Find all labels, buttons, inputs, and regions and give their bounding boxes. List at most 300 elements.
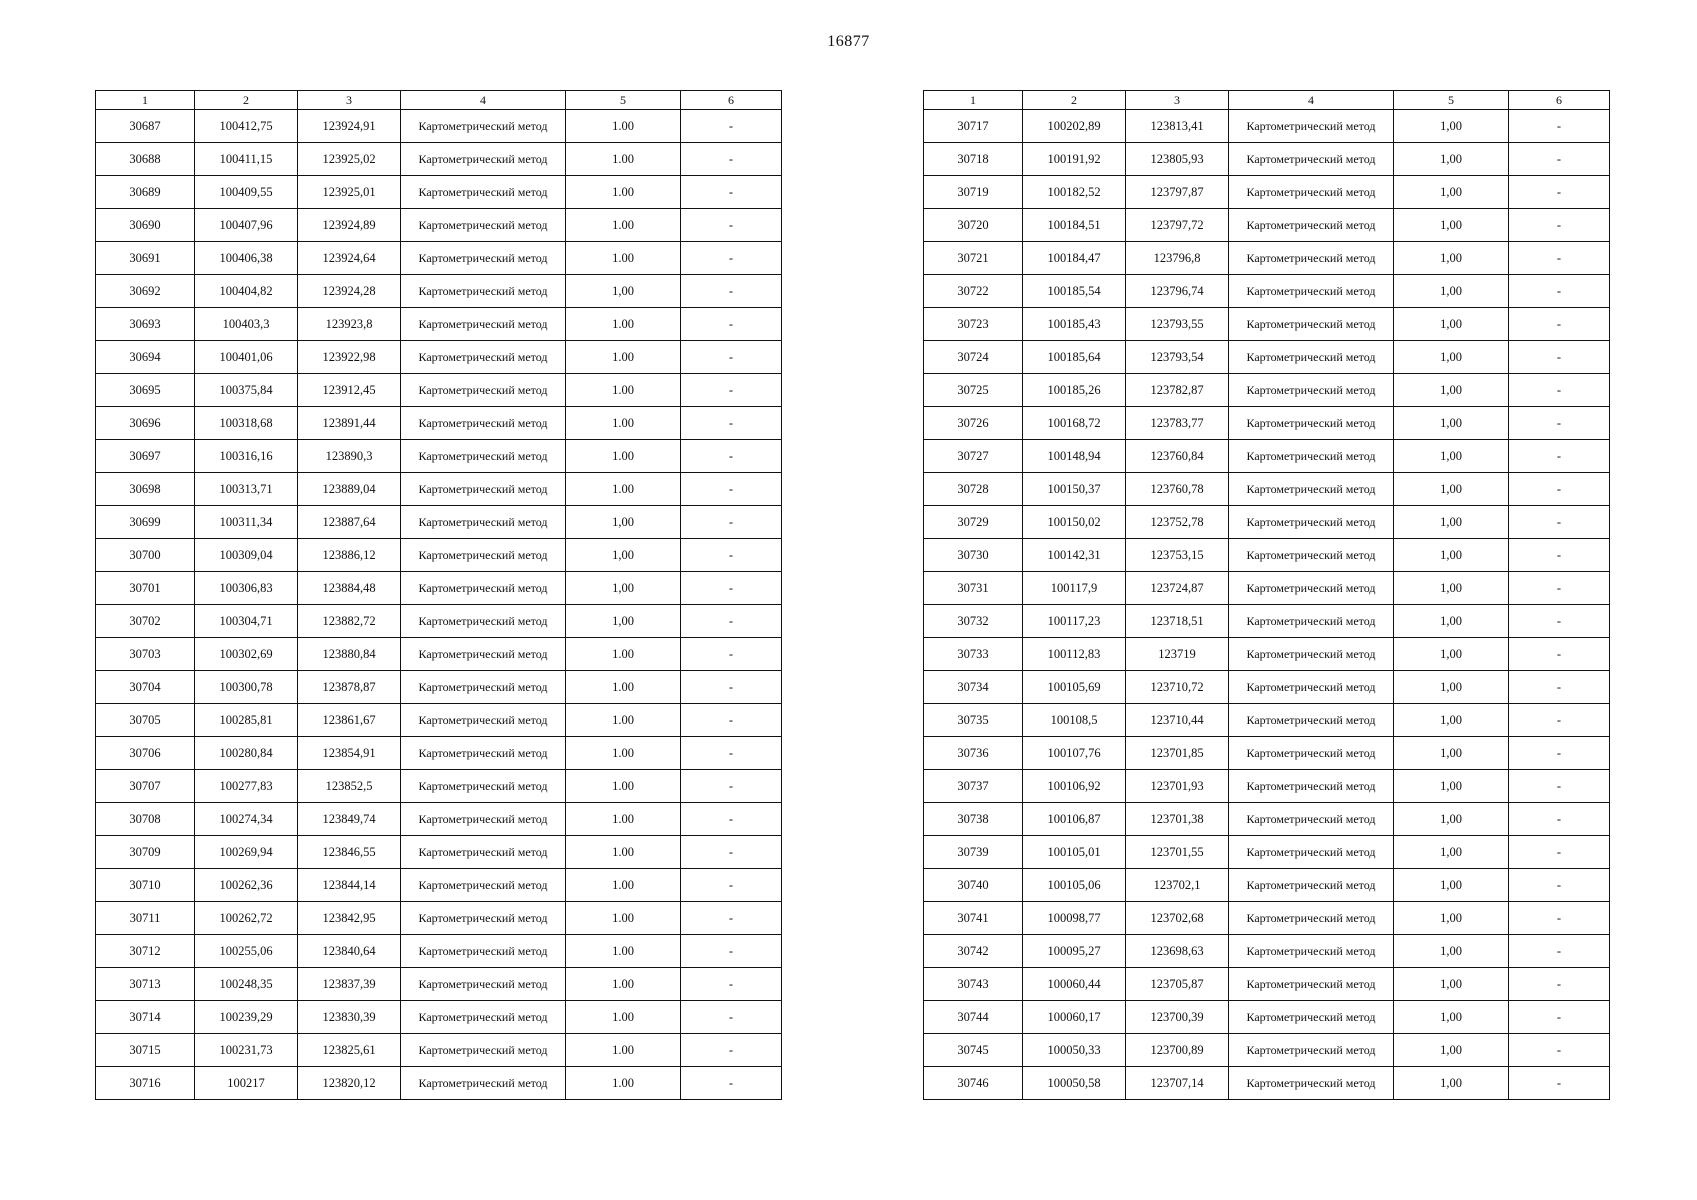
point-number-cell: 30746: [924, 1067, 1023, 1100]
y-coordinate-cell: 123842,95: [298, 902, 401, 935]
note-cell: -: [681, 341, 782, 374]
y-coordinate-cell: 123753,15: [1126, 539, 1229, 572]
point-number-cell: 30726: [924, 407, 1023, 440]
y-coordinate-cell: 123793,54: [1126, 341, 1229, 374]
point-number-cell: 30714: [96, 1001, 195, 1034]
accuracy-cell: 1,00: [1394, 275, 1509, 308]
y-coordinate-cell: 123813,41: [1126, 110, 1229, 143]
table-header-row: [96, 91, 782, 110]
note-cell: -: [1509, 935, 1610, 968]
note-cell: -: [1509, 572, 1610, 605]
accuracy-cell: 1.00: [566, 836, 681, 869]
method-cell: Картометрический метод: [401, 143, 566, 176]
point-number-cell: 30730: [924, 539, 1023, 572]
table-row: [96, 803, 782, 836]
point-number-cell: 30700: [96, 539, 195, 572]
accuracy-cell: 1,00: [1394, 506, 1509, 539]
x-coordinate-cell: 100309,04: [195, 539, 298, 572]
point-number-cell: 30731: [924, 572, 1023, 605]
note-cell: -: [681, 935, 782, 968]
x-coordinate-cell: 100191,92: [1023, 143, 1126, 176]
accuracy-cell: 1.00: [566, 341, 681, 374]
method-cell: Картометрический метод: [401, 374, 566, 407]
y-coordinate-cell: 123700,39: [1126, 1001, 1229, 1034]
column-header-5: 5: [566, 91, 681, 110]
note-cell: -: [1509, 704, 1610, 737]
accuracy-cell: 1,00: [1394, 1067, 1509, 1100]
note-cell: -: [681, 968, 782, 1001]
table-row: [96, 341, 782, 374]
point-number-cell: 30715: [96, 1034, 195, 1067]
y-coordinate-cell: 123852,5: [298, 770, 401, 803]
method-cell: Картометрический метод: [401, 737, 566, 770]
column-header-4: 4: [401, 91, 566, 110]
method-cell: Картометрический метод: [401, 770, 566, 803]
point-number-cell: 30732: [924, 605, 1023, 638]
table-row: [924, 968, 1610, 1001]
y-coordinate-cell: 123793,55: [1126, 308, 1229, 341]
point-number-cell: 30743: [924, 968, 1023, 1001]
accuracy-cell: 1.00: [566, 374, 681, 407]
accuracy-cell: 1,00: [1394, 308, 1509, 341]
note-cell: -: [681, 737, 782, 770]
table-row: [924, 374, 1610, 407]
y-coordinate-cell: 123705,87: [1126, 968, 1229, 1001]
table-row: [96, 935, 782, 968]
note-cell: -: [1509, 869, 1610, 902]
note-cell: -: [1509, 1067, 1610, 1100]
accuracy-cell: 1,00: [1394, 638, 1509, 671]
table-row: [924, 737, 1610, 770]
x-coordinate-cell: 100248,35: [195, 968, 298, 1001]
method-cell: Картометрический метод: [401, 1034, 566, 1067]
accuracy-cell: 1,00: [1394, 704, 1509, 737]
y-coordinate-cell: 123891,44: [298, 407, 401, 440]
method-cell: Картометрический метод: [1229, 275, 1394, 308]
table-row: [924, 143, 1610, 176]
y-coordinate-cell: 123889,04: [298, 473, 401, 506]
y-coordinate-cell: 123783,77: [1126, 407, 1229, 440]
x-coordinate-cell: 100407,96: [195, 209, 298, 242]
note-cell: -: [1509, 1034, 1610, 1067]
column-header-6: 6: [681, 91, 782, 110]
point-number-cell: 30720: [924, 209, 1023, 242]
accuracy-cell: 1.00: [566, 638, 681, 671]
accuracy-cell: 1.00: [566, 1001, 681, 1034]
x-coordinate-cell: 100269,94: [195, 836, 298, 869]
accuracy-cell: 1,00: [566, 539, 681, 572]
y-coordinate-cell: 123796,8: [1126, 242, 1229, 275]
accuracy-cell: 1,00: [1394, 803, 1509, 836]
table-row: [96, 638, 782, 671]
note-cell: -: [681, 440, 782, 473]
y-coordinate-cell: 123844,14: [298, 869, 401, 902]
method-cell: Картометрический метод: [1229, 440, 1394, 473]
page-number: 16877: [827, 33, 870, 50]
x-coordinate-cell: 100202,89: [1023, 110, 1126, 143]
point-number-cell: 30702: [96, 605, 195, 638]
method-cell: Картометрический метод: [1229, 374, 1394, 407]
table-row: [96, 275, 782, 308]
y-coordinate-cell: 123710,44: [1126, 704, 1229, 737]
note-cell: -: [1509, 902, 1610, 935]
note-cell: -: [681, 1067, 782, 1100]
note-cell: -: [681, 803, 782, 836]
note-cell: -: [681, 407, 782, 440]
method-cell: Картометрический метод: [401, 671, 566, 704]
x-coordinate-cell: 100106,92: [1023, 770, 1126, 803]
y-coordinate-cell: 123710,72: [1126, 671, 1229, 704]
table-row: [924, 803, 1610, 836]
x-coordinate-cell: 100311,34: [195, 506, 298, 539]
point-number-cell: 30692: [96, 275, 195, 308]
method-cell: Картометрический метод: [1229, 407, 1394, 440]
table-row: [924, 473, 1610, 506]
point-number-cell: 30710: [96, 869, 195, 902]
note-cell: -: [1509, 473, 1610, 506]
note-cell: -: [1509, 341, 1610, 374]
point-number-cell: 30704: [96, 671, 195, 704]
note-cell: -: [1509, 308, 1610, 341]
note-cell: -: [1509, 605, 1610, 638]
column-header-1: 1: [96, 91, 195, 110]
x-coordinate-cell: 100274,34: [195, 803, 298, 836]
table-row: [96, 143, 782, 176]
method-cell: Картометрический метод: [401, 440, 566, 473]
method-cell: Картометрический метод: [1229, 308, 1394, 341]
accuracy-cell: 1.00: [566, 671, 681, 704]
accuracy-cell: 1,00: [1394, 539, 1509, 572]
y-coordinate-cell: 123701,55: [1126, 836, 1229, 869]
table-row: [924, 605, 1610, 638]
point-number-cell: 30699: [96, 506, 195, 539]
x-coordinate-cell: 100105,01: [1023, 836, 1126, 869]
table-row: [924, 770, 1610, 803]
x-coordinate-cell: 100105,69: [1023, 671, 1126, 704]
table-row: [924, 869, 1610, 902]
accuracy-cell: 1,00: [1394, 572, 1509, 605]
note-cell: -: [1509, 836, 1610, 869]
x-coordinate-cell: 100095,27: [1023, 935, 1126, 968]
point-number-cell: 30703: [96, 638, 195, 671]
method-cell: Картометрический метод: [1229, 209, 1394, 242]
table-row: [96, 704, 782, 737]
note-cell: -: [1509, 770, 1610, 803]
table-row: [924, 440, 1610, 473]
table-row: [96, 1034, 782, 1067]
note-cell: -: [1509, 110, 1610, 143]
point-number-cell: 30735: [924, 704, 1023, 737]
x-coordinate-cell: 100184,51: [1023, 209, 1126, 242]
table-row: [924, 275, 1610, 308]
method-cell: Картометрический метод: [401, 803, 566, 836]
y-coordinate-cell: 123752,78: [1126, 506, 1229, 539]
x-coordinate-cell: 100277,83: [195, 770, 298, 803]
y-coordinate-cell: 123797,72: [1126, 209, 1229, 242]
accuracy-cell: 1.00: [566, 1067, 681, 1100]
method-cell: Картометрический метод: [1229, 605, 1394, 638]
y-coordinate-cell: 123924,91: [298, 110, 401, 143]
table-row: [96, 572, 782, 605]
note-cell: -: [681, 869, 782, 902]
y-coordinate-cell: 123796,74: [1126, 275, 1229, 308]
y-coordinate-cell: 123820,12: [298, 1067, 401, 1100]
method-cell: Картометрический метод: [1229, 803, 1394, 836]
x-coordinate-cell: 100098,77: [1023, 902, 1126, 935]
x-coordinate-cell: 100406,38: [195, 242, 298, 275]
method-cell: Картометрический метод: [1229, 1001, 1394, 1034]
method-cell: Картометрический метод: [1229, 704, 1394, 737]
y-coordinate-cell: 123884,48: [298, 572, 401, 605]
point-number-cell: 30725: [924, 374, 1023, 407]
accuracy-cell: 1,00: [1394, 836, 1509, 869]
y-coordinate-cell: 123718,51: [1126, 605, 1229, 638]
y-coordinate-cell: 123882,72: [298, 605, 401, 638]
method-cell: Картометрический метод: [401, 605, 566, 638]
method-cell: Картометрический метод: [401, 1067, 566, 1100]
accuracy-cell: 1.00: [566, 869, 681, 902]
y-coordinate-cell: 123846,55: [298, 836, 401, 869]
x-coordinate-cell: 100060,44: [1023, 968, 1126, 1001]
table-row: [96, 737, 782, 770]
accuracy-cell: 1.00: [566, 143, 681, 176]
point-number-cell: 30701: [96, 572, 195, 605]
table-row: [924, 176, 1610, 209]
x-coordinate-cell: 100184,47: [1023, 242, 1126, 275]
method-cell: Картометрический метод: [401, 869, 566, 902]
column-header-3: 3: [298, 91, 401, 110]
accuracy-cell: 1,00: [1394, 968, 1509, 1001]
coordinates-table-left: [95, 90, 782, 1100]
method-cell: Картометрический метод: [1229, 539, 1394, 572]
y-coordinate-cell: 123700,89: [1126, 1034, 1229, 1067]
method-cell: Картометрический метод: [1229, 935, 1394, 968]
x-coordinate-cell: 100185,43: [1023, 308, 1126, 341]
y-coordinate-cell: 123782,87: [1126, 374, 1229, 407]
point-number-cell: 30697: [96, 440, 195, 473]
note-cell: -: [681, 506, 782, 539]
table-row: [924, 308, 1610, 341]
accuracy-cell: 1,00: [1394, 605, 1509, 638]
note-cell: -: [681, 374, 782, 407]
note-cell: -: [1509, 143, 1610, 176]
y-coordinate-cell: 123924,28: [298, 275, 401, 308]
x-coordinate-cell: 100403,3: [195, 308, 298, 341]
accuracy-cell: 1,00: [1394, 440, 1509, 473]
point-number-cell: 30741: [924, 902, 1023, 935]
point-number-cell: 30734: [924, 671, 1023, 704]
method-cell: Картометрический метод: [1229, 1034, 1394, 1067]
y-coordinate-cell: 123837,39: [298, 968, 401, 1001]
x-coordinate-cell: 100050,33: [1023, 1034, 1126, 1067]
note-cell: -: [681, 605, 782, 638]
y-coordinate-cell: 123878,87: [298, 671, 401, 704]
method-cell: Картометрический метод: [401, 473, 566, 506]
note-cell: -: [1509, 242, 1610, 275]
accuracy-cell: 1.00: [566, 968, 681, 1001]
table-row: [924, 1034, 1610, 1067]
x-coordinate-cell: 100304,71: [195, 605, 298, 638]
point-number-cell: 30698: [96, 473, 195, 506]
point-number-cell: 30690: [96, 209, 195, 242]
x-coordinate-cell: 100185,54: [1023, 275, 1126, 308]
y-coordinate-cell: 123724,87: [1126, 572, 1229, 605]
x-coordinate-cell: 100217: [195, 1067, 298, 1100]
accuracy-cell: 1.00: [566, 770, 681, 803]
column-header-5: 5: [1394, 91, 1509, 110]
accuracy-cell: 1.00: [566, 704, 681, 737]
point-number-cell: 30722: [924, 275, 1023, 308]
accuracy-cell: 1.00: [566, 440, 681, 473]
table-row: [924, 836, 1610, 869]
accuracy-cell: 1,00: [1394, 1034, 1509, 1067]
method-cell: Картометрический метод: [1229, 110, 1394, 143]
table-row: [924, 110, 1610, 143]
point-number-cell: 30695: [96, 374, 195, 407]
x-coordinate-cell: 100150,02: [1023, 506, 1126, 539]
accuracy-cell: 1,00: [1394, 176, 1509, 209]
note-cell: -: [1509, 638, 1610, 671]
point-number-cell: 30718: [924, 143, 1023, 176]
column-header-6: 6: [1509, 91, 1610, 110]
table-row: [924, 572, 1610, 605]
table-row: [96, 902, 782, 935]
x-coordinate-cell: 100231,73: [195, 1034, 298, 1067]
point-number-cell: 30713: [96, 968, 195, 1001]
y-coordinate-cell: 123922,98: [298, 341, 401, 374]
y-coordinate-cell: 123830,39: [298, 1001, 401, 1034]
method-cell: Картометрический метод: [401, 242, 566, 275]
method-cell: Картометрический метод: [1229, 869, 1394, 902]
y-coordinate-cell: 123890,3: [298, 440, 401, 473]
method-cell: Картометрический метод: [401, 704, 566, 737]
method-cell: Картометрический метод: [1229, 737, 1394, 770]
table-row: [924, 935, 1610, 968]
point-number-cell: 30738: [924, 803, 1023, 836]
x-coordinate-cell: 100050,58: [1023, 1067, 1126, 1100]
accuracy-cell: 1,00: [1394, 671, 1509, 704]
accuracy-cell: 1,00: [1394, 869, 1509, 902]
note-cell: -: [1509, 176, 1610, 209]
table-row: [96, 605, 782, 638]
accuracy-cell: 1,00: [566, 506, 681, 539]
method-cell: Картометрический метод: [1229, 671, 1394, 704]
x-coordinate-cell: 100106,87: [1023, 803, 1126, 836]
y-coordinate-cell: 123912,45: [298, 374, 401, 407]
coordinates-table-right: [923, 90, 1610, 1100]
accuracy-cell: 1,00: [566, 572, 681, 605]
accuracy-cell: 1.00: [566, 737, 681, 770]
table-row: [96, 440, 782, 473]
table-row: [96, 176, 782, 209]
y-coordinate-cell: 123880,84: [298, 638, 401, 671]
table-row: [924, 341, 1610, 374]
y-coordinate-cell: 123805,93: [1126, 143, 1229, 176]
method-cell: Картометрический метод: [1229, 968, 1394, 1001]
x-coordinate-cell: 100105,06: [1023, 869, 1126, 902]
accuracy-cell: 1.00: [566, 473, 681, 506]
y-coordinate-cell: 123702,1: [1126, 869, 1229, 902]
x-coordinate-cell: 100148,94: [1023, 440, 1126, 473]
table-row: [96, 869, 782, 902]
table-row: [96, 308, 782, 341]
note-cell: -: [1509, 209, 1610, 242]
point-number-cell: 30696: [96, 407, 195, 440]
method-cell: Картометрический метод: [1229, 1067, 1394, 1100]
x-coordinate-cell: 100300,78: [195, 671, 298, 704]
y-coordinate-cell: 123923,8: [298, 308, 401, 341]
accuracy-cell: 1,00: [1394, 209, 1509, 242]
accuracy-cell: 1.00: [566, 803, 681, 836]
table-row: [924, 902, 1610, 935]
method-cell: Картометрический метод: [401, 110, 566, 143]
method-cell: Картометрический метод: [401, 275, 566, 308]
point-number-cell: 30724: [924, 341, 1023, 374]
x-coordinate-cell: 100185,64: [1023, 341, 1126, 374]
x-coordinate-cell: 100280,84: [195, 737, 298, 770]
x-coordinate-cell: 100142,31: [1023, 539, 1126, 572]
table-row: [924, 1067, 1610, 1100]
table-row: [96, 671, 782, 704]
accuracy-cell: 1,00: [1394, 902, 1509, 935]
table-row: [924, 704, 1610, 737]
table-row: [924, 407, 1610, 440]
accuracy-cell: 1,00: [1394, 1001, 1509, 1034]
method-cell: Картометрический метод: [1229, 506, 1394, 539]
note-cell: -: [681, 473, 782, 506]
accuracy-cell: 1.00: [566, 209, 681, 242]
x-coordinate-cell: 100168,72: [1023, 407, 1126, 440]
accuracy-cell: 1.00: [566, 242, 681, 275]
x-coordinate-cell: 100117,23: [1023, 605, 1126, 638]
x-coordinate-cell: 100255,06: [195, 935, 298, 968]
note-cell: -: [681, 539, 782, 572]
point-number-cell: 30707: [96, 770, 195, 803]
method-cell: Картометрический метод: [1229, 836, 1394, 869]
x-coordinate-cell: 100185,26: [1023, 374, 1126, 407]
point-number-cell: 30711: [96, 902, 195, 935]
y-coordinate-cell: 123825,61: [298, 1034, 401, 1067]
x-coordinate-cell: 100316,16: [195, 440, 298, 473]
table-row: [924, 1001, 1610, 1034]
point-number-cell: 30717: [924, 110, 1023, 143]
method-cell: Картометрический метод: [1229, 638, 1394, 671]
method-cell: Картометрический метод: [401, 1001, 566, 1034]
point-number-cell: 30737: [924, 770, 1023, 803]
x-coordinate-cell: 100060,17: [1023, 1001, 1126, 1034]
x-coordinate-cell: 100182,52: [1023, 176, 1126, 209]
accuracy-cell: 1.00: [566, 308, 681, 341]
note-cell: -: [1509, 275, 1610, 308]
table-row: [924, 209, 1610, 242]
table-row: [924, 638, 1610, 671]
method-cell: Картометрический метод: [1229, 143, 1394, 176]
point-number-cell: 30723: [924, 308, 1023, 341]
note-cell: -: [681, 1001, 782, 1034]
x-coordinate-cell: 100107,76: [1023, 737, 1126, 770]
method-cell: Картометрический метод: [1229, 242, 1394, 275]
table-row: [96, 473, 782, 506]
note-cell: -: [1509, 737, 1610, 770]
point-number-cell: 30712: [96, 935, 195, 968]
y-coordinate-cell: 123698,63: [1126, 935, 1229, 968]
note-cell: -: [1509, 374, 1610, 407]
table-row: [96, 968, 782, 1001]
point-number-cell: 30687: [96, 110, 195, 143]
y-coordinate-cell: 123760,84: [1126, 440, 1229, 473]
accuracy-cell: 1,00: [1394, 770, 1509, 803]
point-number-cell: 30716: [96, 1067, 195, 1100]
